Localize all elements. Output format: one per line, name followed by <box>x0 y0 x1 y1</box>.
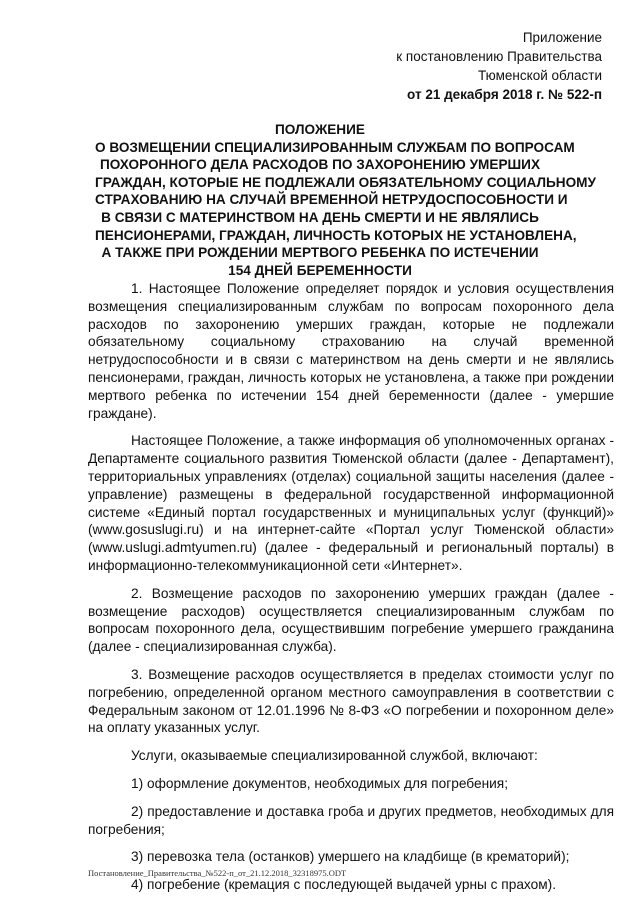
title-line: ГРАЖДАН, КОТОРЫЕ НЕ ПОДЛЕЖАЛИ ОБЯЗАТЕЛЬНОМУ СОЦИАЛЬНОМУ <box>95 174 596 190</box>
appendix-header <box>302 28 602 104</box>
paragraph-publication: Настоящее Положение, а также информация об уполномоченных органах - Департаменте социального развития Тюменской области (далее - Департамент), территориальных управлениях (отделах) социальной защиты населения (далее - управление) размещены в федеральной государственной информационной системе «Единый портал государственных и муниципальных услуг (функций)» (www.gosuslugi.ru) и на интернет-сайте «Портал услуг Тюменской области» (www.uslugi.admtyumen.ru) (далее - федеральный и региональный порталы) в информационно-телекоммуникационной сети «Интернет». <box>88 433 614 573</box>
document-body <box>88 280 614 904</box>
service-item-4: 4) погребение (кремация с последующей выдачей урны с прахом). <box>131 877 557 893</box>
appendix-date-number: от 21 декабря 2018 г. № 522-п <box>407 87 602 102</box>
title-line: В СВЯЗИ С МАТЕРИНСТВОМ НА ДЕНЬ СМЕРТИ И НЕ ЯВЛЯЛИСЬ <box>101 209 539 225</box>
appendix-region: Тюменской области <box>478 68 602 83</box>
service-item-1: 1) оформление документов, необходимых для погребения; <box>131 775 509 791</box>
paragraph-1: 1. Настоящее Положение определяет порядок и условия осуществления возмещения специализированным службам по вопросам похоронного дела расходов по захоронению умерших граждан, которые не подлежали обязательному социальному страхованию на случай временной нетрудоспособности и в связи с материнством на день смерти и не являлись пенсионерами, граждан, личность которых не установлена, а также при рождении мертвого ребенка по истечении 154 дней беременности (далее - умершие граждане). <box>88 281 614 421</box>
title-line: О ВОЗМЕЩЕНИИ СПЕЦИАЛИЗИРОВАННЫМ СЛУЖБАМ ПО ВОПРОСАМ <box>95 139 575 155</box>
document-title <box>95 121 596 279</box>
appendix-label: Приложение <box>522 30 602 45</box>
title-line: ПОХОРОННОГО ДЕЛА РАСХОДОВ ПО ЗАХОРОНЕНИЮ УМЕРШИХ <box>99 157 541 173</box>
paragraph-3: 3. Возмещение расходов осуществляется в пределах стоимости услуг по погребению, определенной органом местного самоуправления в соответствии с Федеральным законом от 12.01.1996 № 8-ФЗ «О погребении и похоронном деле» на оплату указанных услуг. <box>88 666 614 736</box>
appendix-reference: к постановлению Правительства <box>396 49 602 64</box>
title-line: А ТАКЖЕ ПРИ РОЖДЕНИИ МЕРТВОГО РЕБЕНКА ПО ИСТЕЧЕНИИ <box>101 245 539 261</box>
title-line: СТРАХОВАНИЮ НА СЛУЧАЙ ВРЕМЕННОЙ НЕТРУДОСПОСОБНОСТИ И <box>95 192 568 208</box>
title-line: 154 ДНЕЙ БЕРЕМЕННОСТИ <box>228 262 412 278</box>
footer-filename: Постановление_Правительства_№522-п_от_21.12.2018_32318975.ODT <box>88 868 347 878</box>
service-item-3: 3) перевозка тела (останков) умершего на кладбище (в крематорий); <box>131 849 570 865</box>
title-line: ПЕНСИОНЕРАМИ, ГРАЖДАН, ЛИЧНОСТЬ КОТОРЫХ НЕ УСТАНОВЛЕНА, <box>95 227 577 243</box>
paragraph-2: 2. Возмещение расходов по захоронению умерших граждан (далее - возмещение расходов) осуществляется специализированным службам по вопросам похоронного дела, осуществившим погребение умершего гражданина (далее - специализированная служба). <box>88 585 614 655</box>
title-line: ПОЛОЖЕНИЕ <box>275 122 365 137</box>
services-intro: Услуги, оказываемые специализированной службой, включают: <box>131 748 538 764</box>
service-item-2: 2) предоставление и доставка гроба и других предметов, необходимых для погребения; <box>88 803 614 837</box>
